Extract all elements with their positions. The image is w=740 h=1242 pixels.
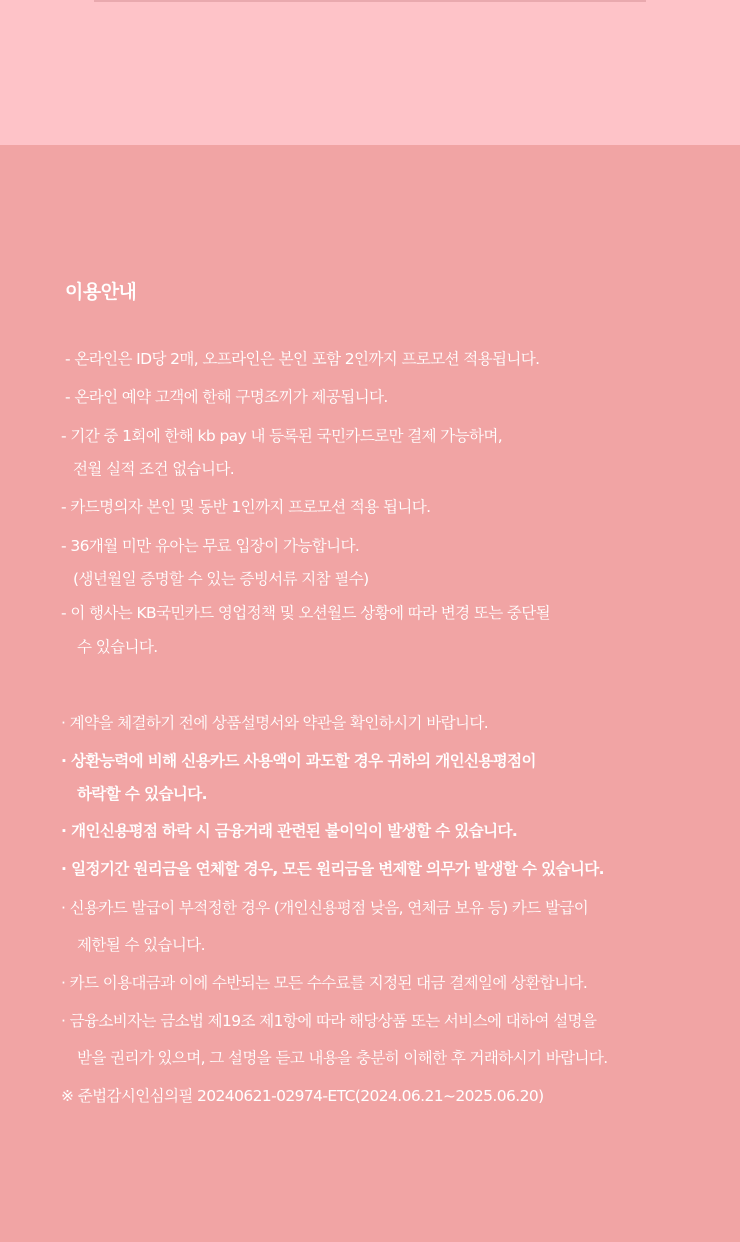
notice-title: 이용안내 [65, 281, 137, 303]
compliance-number: ※ 준법감시인심의필 20240621-02974-ETC(2024.06.21~2025.06.20) [61, 1087, 544, 1105]
notice-line: 수 있습니다. [77, 638, 158, 656]
notice-line: 전월 실적 조건 없습니다. [73, 460, 235, 478]
divider [94, 0, 646, 2]
top-banner-area [0, 0, 740, 145]
notice-line: - 온라인은 ID당 2매, 오프라인은 본인 포함 2인까지 프로모션 적용됩니다. [65, 350, 540, 368]
notice-line: - 온라인 예약 고객에 한해 구명조끼가 제공됩니다. [65, 388, 388, 406]
notice-line: (생년월일 증명할 수 있는 증빙서류 지참 필수) [73, 570, 369, 588]
disclaimer-line: · 신용카드 발급이 부적정한 경우 (개인신용평점 낮음, 연체금 보유 등) 카드 발급이 [61, 899, 589, 917]
notice-line: - 이 행사는 KB국민카드 영업정책 및 오션월드 상황에 따라 변경 또는 중단될 [61, 604, 551, 622]
disclaimer-line: 받을 권리가 있으며, 그 설명을 듣고 내용을 충분히 이해한 후 거래하시기 바랍니다. [77, 1049, 608, 1067]
notice-line: - 기간 중 1회에 한해 kb pay 내 등록된 국민카드로만 결제 가능하며, [61, 427, 503, 445]
disclaimer-line: · 카드 이용대금과 이에 수반되는 모든 수수료를 지정된 대금 결제일에 상환합니다. [61, 974, 588, 992]
disclaimer-line: · 개인신용평점 하락 시 금융거래 관련된 불이익이 발생할 수 있습니다. [61, 822, 518, 840]
notice-line: - 36개월 미만 유아는 무료 입장이 가능합니다. [61, 537, 360, 555]
disclaimer-line: 제한될 수 있습니다. [77, 936, 205, 954]
disclaimer-line: · 금융소비자는 금소법 제19조 제1항에 따라 해당상품 또는 서비스에 대하여 설명을 [61, 1012, 597, 1030]
notice-line: - 카드명의자 본인 및 동반 1인까지 프로모션 적용 됩니다. [61, 498, 431, 516]
disclaimer-line: · 계약을 체결하기 전에 상품설명서와 약관을 확인하시기 바랍니다. [61, 714, 489, 732]
disclaimer-line: 하락할 수 있습니다. [77, 785, 207, 803]
disclaimer-line: · 일정기간 원리금을 연체할 경우, 모든 원리금을 변제할 의무가 발생할 수 있습니다. [61, 860, 604, 878]
disclaimer-line: · 상환능력에 비해 신용카드 사용액이 과도할 경우 귀하의 개인신용평점이 [61, 752, 536, 770]
